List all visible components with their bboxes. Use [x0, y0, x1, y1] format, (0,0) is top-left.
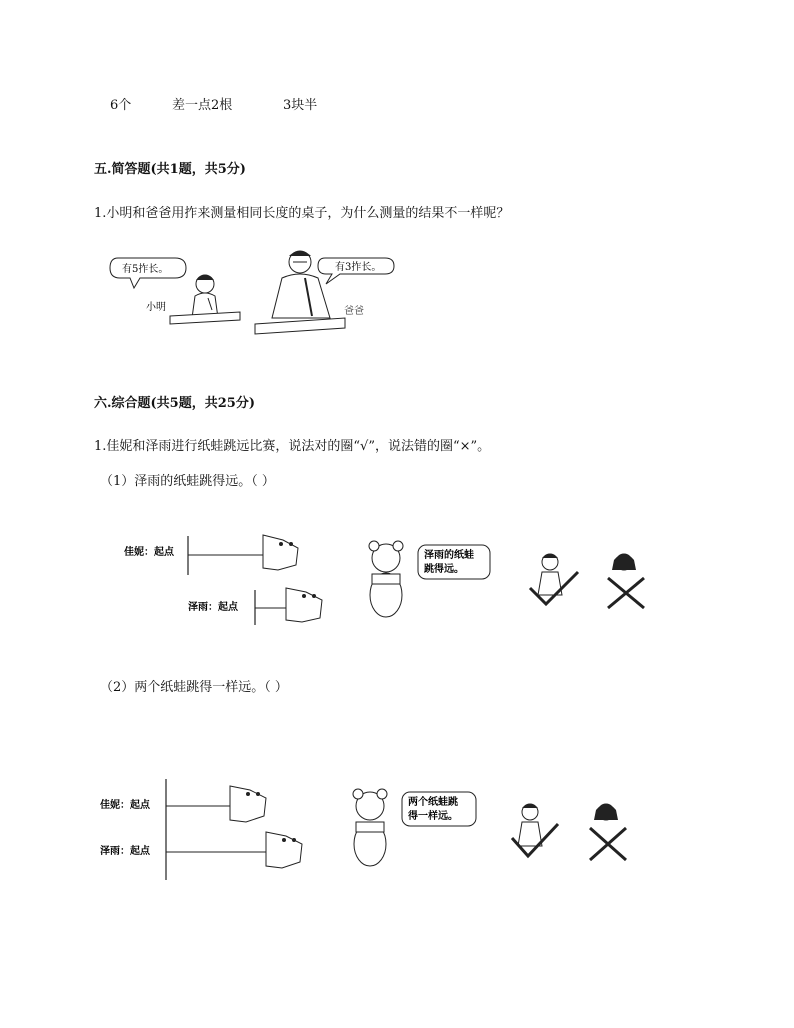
- sub-question-1: （1）泽雨的纸蛙跳得远。（ ）: [100, 474, 275, 489]
- girl-with-cross: [608, 554, 644, 608]
- bear-figure: [353, 789, 387, 866]
- label-child: 小明: [146, 302, 166, 313]
- label-zeyu-2: 泽雨：起点: [100, 846, 150, 857]
- section6-question: 1.佳妮和泽雨进行纸蛙跳远比赛，说法对的圈“√”，说法错的圈“×”。: [94, 439, 491, 454]
- bubble-2-line-2: 得一样远。: [408, 811, 458, 822]
- label-jiani-1: 佳妮：起点: [124, 547, 174, 558]
- boy-with-check: [512, 804, 558, 856]
- frog-icon: [286, 588, 322, 622]
- frog-icon: [266, 832, 302, 868]
- sub-question-2: （2）两个纸蛙跳得一样远。（ ）: [100, 680, 288, 695]
- bubble-1-line-2: 跳得远。: [424, 564, 464, 575]
- option-3: 3块半: [283, 98, 318, 113]
- bear-figure: [369, 541, 403, 617]
- bubble-child-text: 有5拃长。: [122, 264, 169, 275]
- girl-with-cross: [590, 804, 626, 860]
- frog-race-figure-2: [98, 776, 678, 886]
- adult-desk: [255, 318, 345, 334]
- label-adult: 爸爸: [344, 306, 364, 317]
- section5-question: 1.小明和爸爸用拃来测量相同长度的桌子，为什么测量的结果不一样呢？: [94, 206, 510, 221]
- section5-heading: 五.简答题(共1题，共5分): [94, 162, 246, 177]
- bubble-adult-text: 有3拃长。: [335, 262, 382, 273]
- child-figure: [192, 275, 218, 318]
- child-desk: [170, 312, 240, 324]
- label-zeyu-1: 泽雨：起点: [188, 602, 238, 613]
- label-jiani-2: 佳妮：起点: [100, 800, 150, 811]
- frog-icon: [263, 535, 298, 570]
- option-1: 6个: [110, 98, 132, 113]
- bubble-1-line-1: 泽雨的纸蛙: [424, 550, 474, 561]
- option-2: 差一点2根: [172, 98, 233, 113]
- frog-race-figure-1: [118, 530, 678, 630]
- boy-with-check: [530, 554, 578, 604]
- frog-icon: [230, 786, 266, 822]
- bubble-2-line-1: 两个纸蛙跳: [408, 797, 458, 808]
- measuring-illustration: [100, 238, 400, 348]
- section6-heading: 六.综合题(共5题，共25分): [94, 396, 255, 411]
